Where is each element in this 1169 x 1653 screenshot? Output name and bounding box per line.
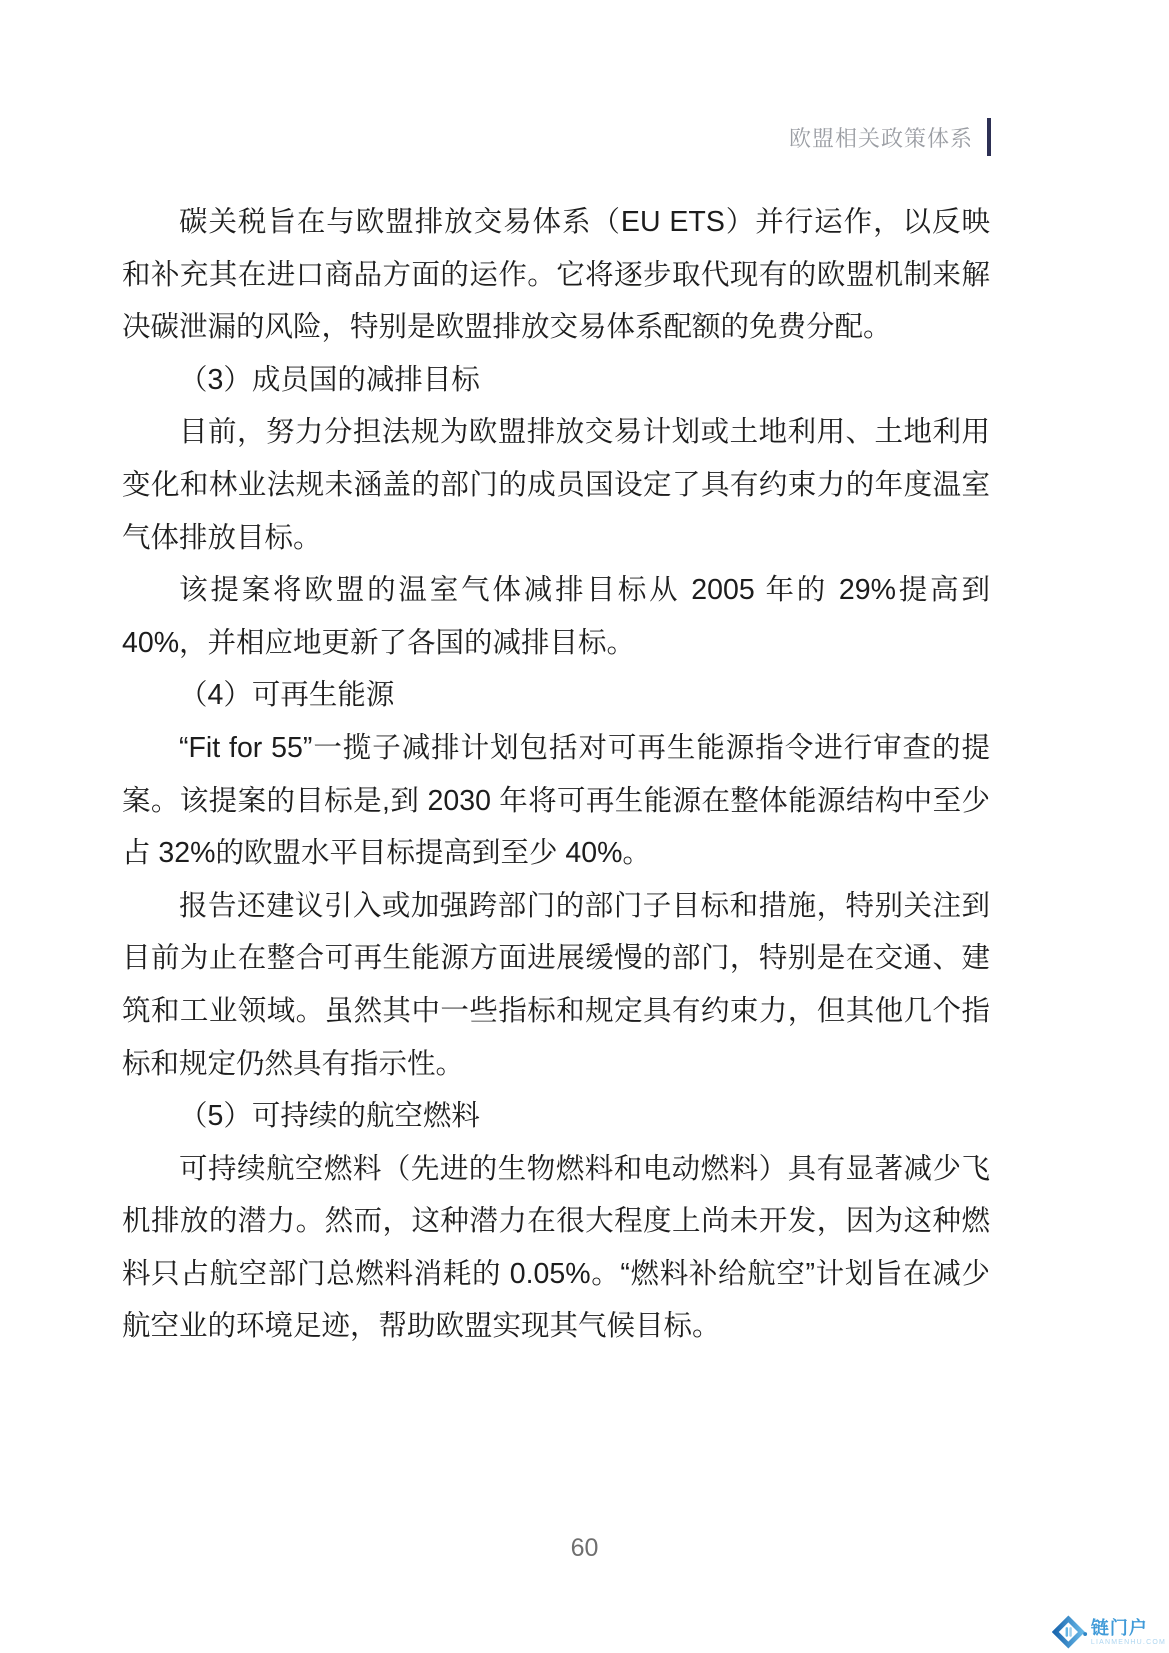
- paragraph: 目前，努力分担法规为欧盟排放交易计划或土地利用、土地利用变化和林业法规未涵盖的部门的成员国设定了具有约束力的年度温室气体排放目标。: [122, 416, 990, 554]
- watermark-text: [1091, 1619, 1166, 1646]
- watermark-domain: LIANMENHU.COM: [1090, 1638, 1166, 1646]
- chain-diamond-icon: [1052, 1614, 1088, 1650]
- watermark-name: 链门户: [1090, 1617, 1148, 1638]
- watermark-logo: [1052, 1614, 1166, 1650]
- section-heading: （4）可再生能源: [179, 679, 395, 712]
- header-accent-bar: [987, 118, 991, 156]
- running-head-title: 欧盟相关政策体系: [788, 125, 973, 151]
- section-heading: （5）可持续的航空燃料: [179, 1100, 480, 1133]
- paragraph: 碳关税旨在与欧盟排放交易体系（EU ETS）并行运作，以反映和补充其在进口商品方面的运作。它将逐步取代现有的欧盟机制来解决碳泄漏的风险，特别是欧盟排放交易体系配额的免费分配。: [122, 206, 990, 344]
- page-header: [0, 118, 991, 156]
- paragraph: 报告还建议引入或加强跨部门的部门子目标和措施，特别关注到目前为止在整合可再生能源方面进展缓慢的部门，特别是在交通、建筑和工业领域。虽然其中一些指标和规定具有约束力，但其他几个指标和规定仍然具有指示性。: [122, 889, 990, 1080]
- paragraph: 该提案将欧盟的温室气体减排目标从 2005 年的 29%提高到 40%，并相应地更新了各国的减排目标。: [122, 574, 990, 659]
- paragraph: 可持续航空燃料（先进的生物燃料和电动燃料）具有显著减少飞机排放的潜力。然而，这种潜力在很大程度上尚未开发，因为这种燃料只占航空部门总燃料消耗的 0.05%。“燃料补给航空”计划旨在减少航空业的环境足迹，帮助欧盟实现其气候目标。: [122, 1152, 990, 1343]
- paragraph: “Fit for 55”一揽子减排计划包括对可再生能源指令进行审查的提案。该提案的目标是,到 2030 年将可再生能源在整体能源结构中至少占 32%的欧盟水平目标提高到至少 40%。: [122, 731, 990, 870]
- document-content: [122, 196, 990, 1353]
- page-number: 60: [570, 1534, 599, 1562]
- section-heading: （3）成员国的减排目标: [179, 363, 480, 396]
